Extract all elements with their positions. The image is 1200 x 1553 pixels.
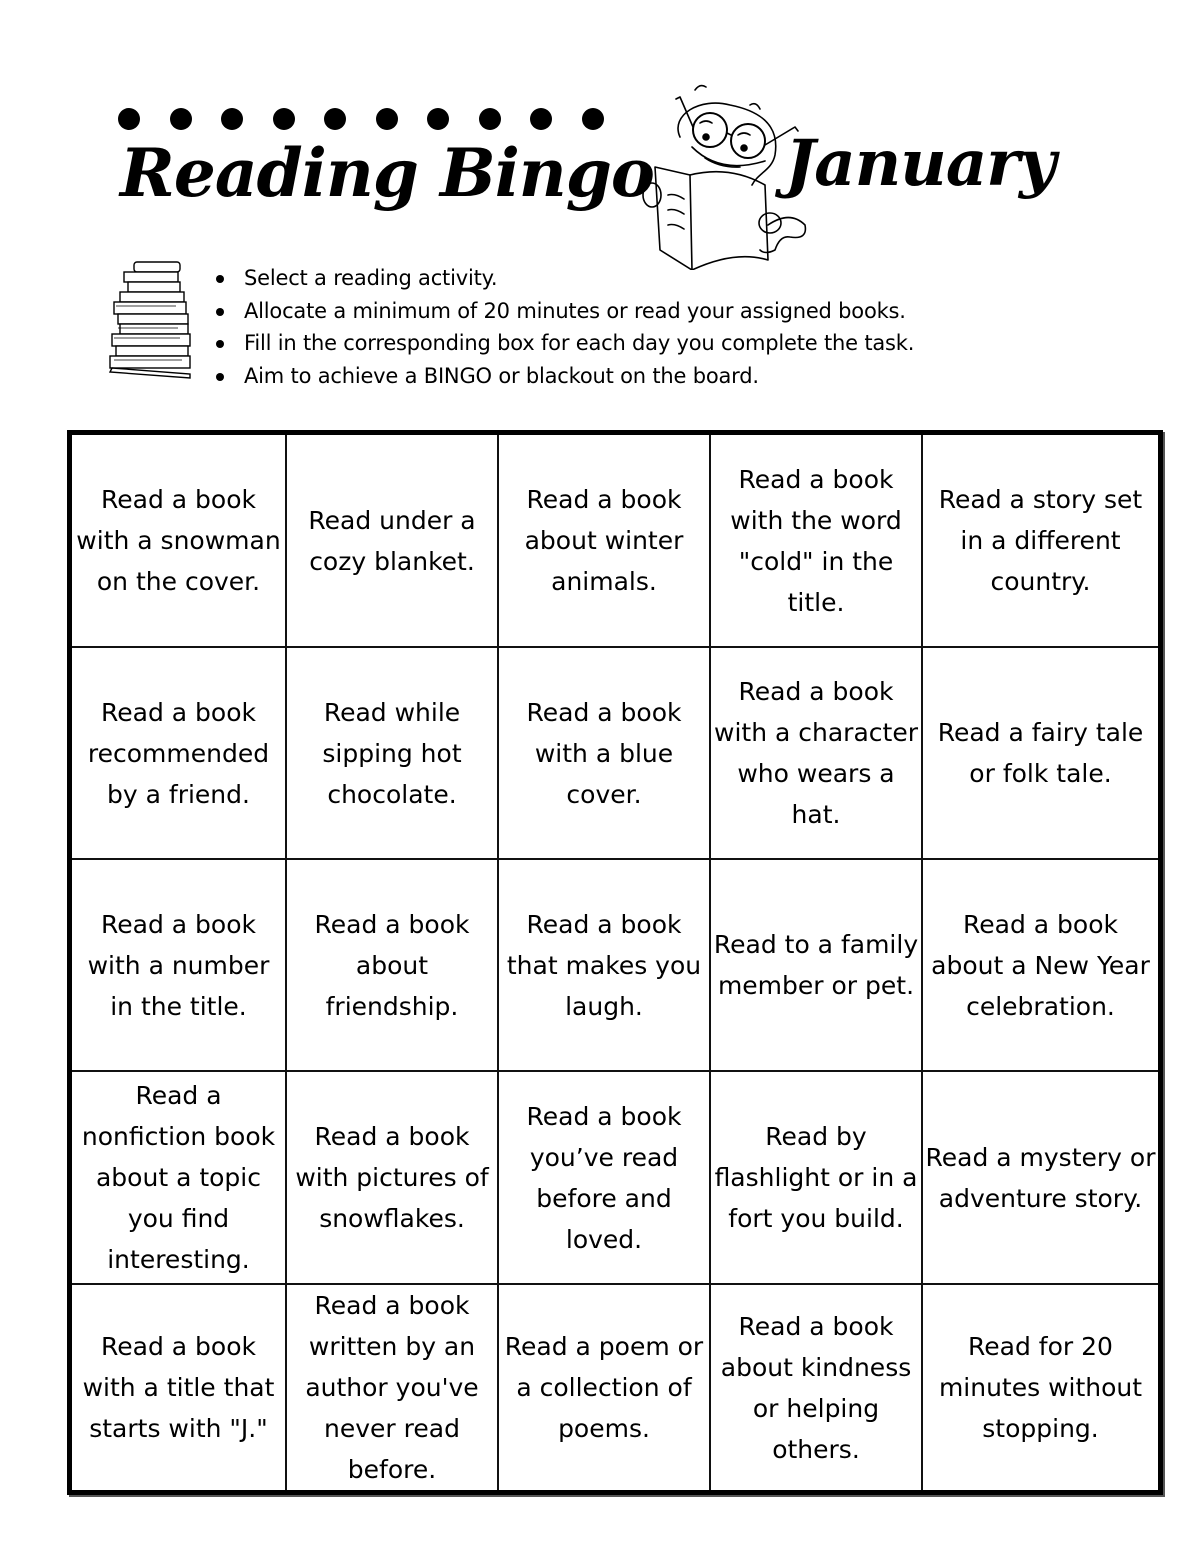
bingo-cell-label: Read a book with the word "cold" in the title. <box>730 464 902 617</box>
dot-icon <box>376 108 398 130</box>
bingo-cell[interactable] <box>499 1072 711 1285</box>
bingo-cell-label: Read by flashlight or in a fort you build. <box>714 1122 918 1233</box>
bingo-cell[interactable] <box>499 860 711 1072</box>
bingo-cell[interactable] <box>923 1072 1158 1285</box>
dot-icon <box>118 108 140 130</box>
dot-icon <box>582 108 604 130</box>
bingo-cell[interactable] <box>499 648 711 860</box>
bingo-cell[interactable] <box>923 648 1158 860</box>
bingo-cell[interactable] <box>72 1072 287 1285</box>
month-title: January <box>785 126 1056 201</box>
bingo-cell-label: Read a nonfiction book about a topic you find interesting. <box>81 1081 276 1274</box>
bingo-cell-label: Read a book with a snowman on the cover. <box>76 485 281 596</box>
bingo-cell-label: Read under a cozy blanket. <box>308 505 476 576</box>
bingo-cell[interactable] <box>287 1072 499 1285</box>
dot-icon <box>427 108 449 130</box>
dot-icon <box>273 108 295 130</box>
bingo-cell[interactable] <box>287 860 499 1072</box>
bingo-cell-label: Read a book with a character who wears a hat. <box>714 677 918 829</box>
instruction-item: Select a reading activity. <box>214 262 914 295</box>
instructions-list <box>214 262 914 392</box>
dot-icon <box>221 108 243 130</box>
bingo-cell-label: Read a book you’ve read before and loved. <box>526 1101 682 1254</box>
bingo-cell[interactable] <box>923 860 1158 1072</box>
dot-icon <box>530 108 552 130</box>
bingo-cell-label: Read a story set in a different country. <box>938 485 1143 596</box>
bingo-board <box>67 430 1163 1495</box>
bingo-cell-label: Read a book written by an author you've never read before. <box>305 1291 479 1484</box>
bingo-cell[interactable] <box>499 1285 711 1490</box>
bingo-cell-label: Read a mystery or adventure story. <box>925 1142 1156 1213</box>
bingo-cell-label: Read a book with a title that starts with "J." <box>82 1332 275 1443</box>
bingo-cell-label: Read a book with a number in the title. <box>87 909 270 1021</box>
bingo-cell[interactable] <box>923 1285 1158 1490</box>
bingo-cell[interactable] <box>72 648 287 860</box>
bingo-cell[interactable] <box>499 435 711 648</box>
bingo-cell[interactable] <box>711 435 923 648</box>
bingo-cell[interactable] <box>923 435 1158 648</box>
instruction-item: Fill in the corresponding box for each day you complete the task. <box>214 327 914 360</box>
bingo-cell[interactable] <box>72 860 287 1072</box>
bingo-cell[interactable] <box>711 860 923 1072</box>
bingo-cell-label: Read while sipping hot chocolate. <box>322 697 462 809</box>
bingo-cell[interactable] <box>72 1285 287 1490</box>
bingo-cell-label: Read a book about a New Year celebration. <box>931 909 1150 1021</box>
bingo-cell-label: Read a book that makes you laugh. <box>506 909 702 1021</box>
bingo-cell[interactable] <box>711 648 923 860</box>
bingo-cell-label: Read a book about friendship. <box>314 909 470 1021</box>
bingo-cell-label: Read a book with a blue cover. <box>526 697 682 809</box>
bingo-cell[interactable] <box>287 435 499 648</box>
dot-icon <box>324 108 346 130</box>
bingo-cell[interactable] <box>72 435 287 648</box>
book-stack-icon <box>106 258 198 380</box>
bingo-cell[interactable] <box>711 1285 923 1490</box>
bingo-cell-label: Read a book with pictures of snowflakes. <box>295 1122 489 1233</box>
bingo-cell[interactable] <box>711 1072 923 1285</box>
bingo-cell[interactable] <box>287 1285 499 1490</box>
bingo-cell[interactable] <box>287 648 499 860</box>
page-title: Reading Bingo <box>120 134 654 212</box>
bingo-cell-label: Read a poem or a collection of poems. <box>504 1332 704 1443</box>
instruction-item: Allocate a minimum of 20 minutes or read your assigned books. <box>214 295 914 328</box>
bingo-cell-label: Read a book about kindness or helping others. <box>720 1311 912 1464</box>
bingo-cell-label: Read a book recommended by a friend. <box>87 697 270 809</box>
decorative-dots <box>118 108 604 130</box>
bingo-cell-label: Read to a family member or pet. <box>713 930 919 1000</box>
dot-icon <box>170 108 192 130</box>
bingo-cell-label: Read a fairy tale or folk tale. <box>937 718 1144 788</box>
instruction-item: Aim to achieve a BINGO or blackout on the board. <box>214 360 914 393</box>
dot-icon <box>479 108 501 130</box>
bingo-cell-label: Read a book about winter animals. <box>524 485 684 596</box>
bingo-cell-label: Read for 20 minutes without stopping. <box>938 1332 1143 1443</box>
